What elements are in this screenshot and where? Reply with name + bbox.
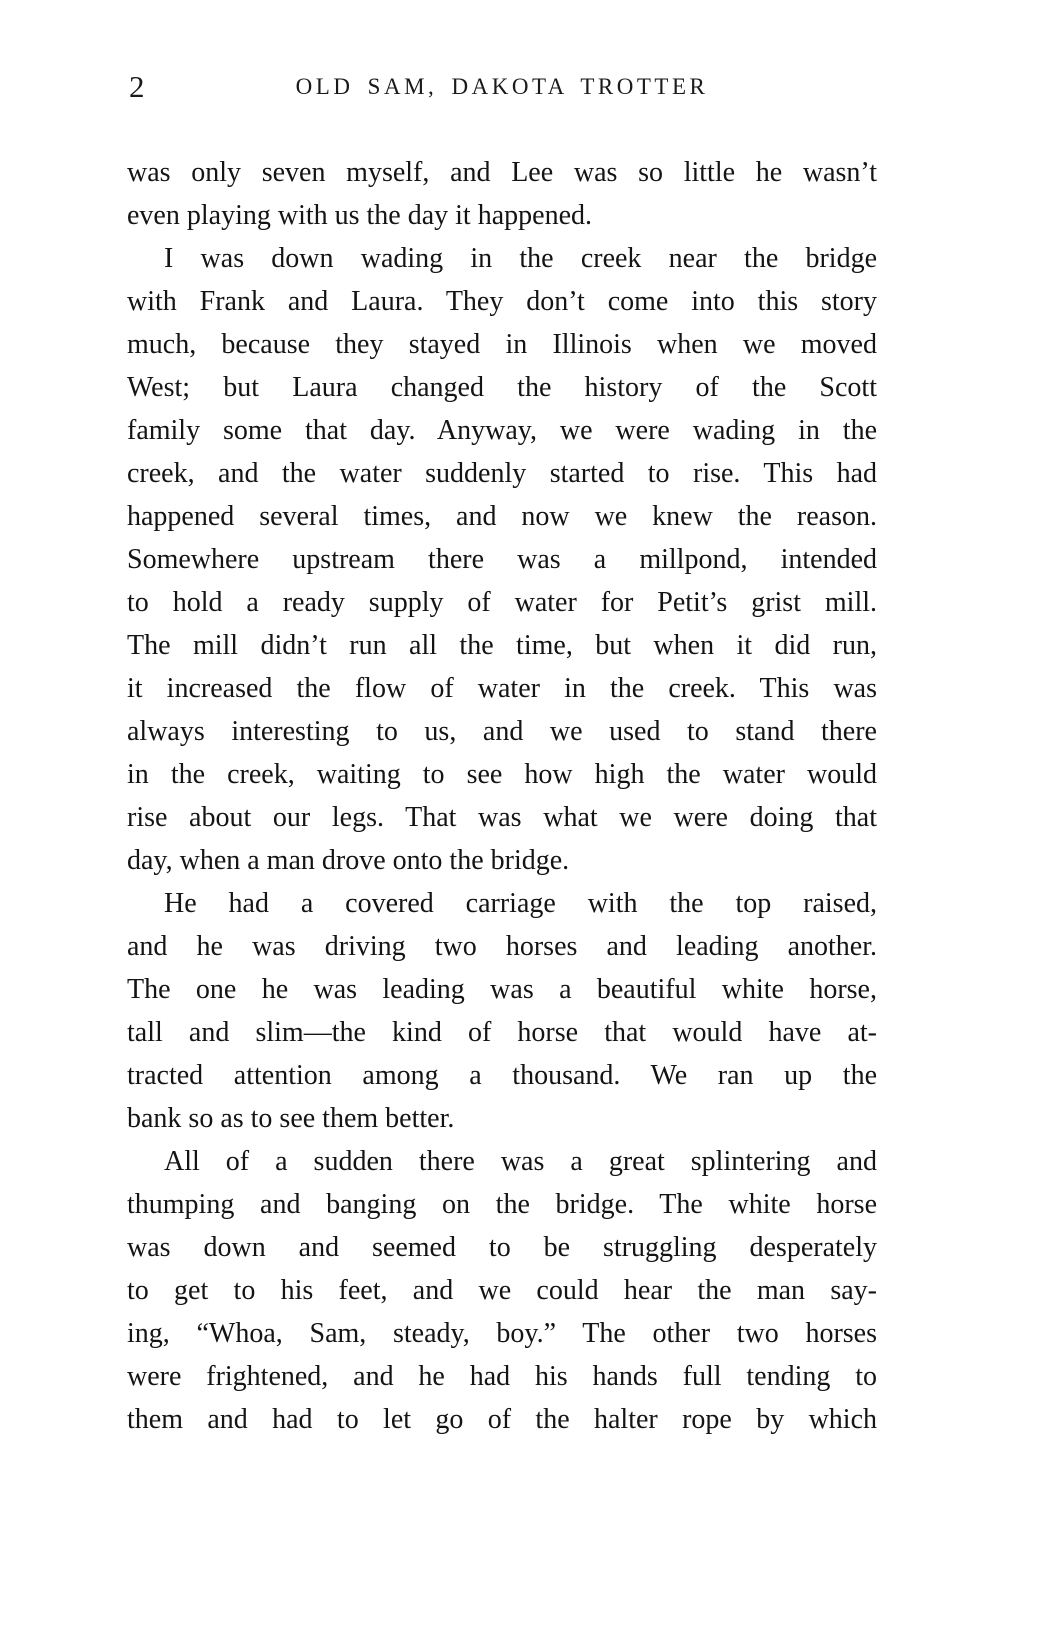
paragraph xyxy=(127,882,877,1140)
text-line: them and had to let go of the halter rope by which xyxy=(127,1404,877,1435)
text-line: to get to his feet, and we could hear the man say- xyxy=(127,1275,877,1306)
text-line: All of a sudden there was a great splintering and xyxy=(164,1146,877,1177)
text-line: was down and seemed to be struggling desperately xyxy=(127,1232,877,1263)
text-line: rise about our legs. That was what we were doing that xyxy=(127,802,877,833)
page-number: 2 xyxy=(129,69,145,104)
text-line: The one he was leading was a beautiful white horse, xyxy=(127,974,877,1005)
text-line: day, when a man drove onto the bridge. xyxy=(127,845,570,876)
text-line: I was down wading in the creek near the bridge xyxy=(164,243,877,274)
paragraph xyxy=(127,151,877,237)
text-line: and he was driving two horses and leading another. xyxy=(127,931,877,962)
text-line: was only seven myself, and Lee was so little he wasn’t xyxy=(127,157,877,188)
running-header-title: OLD SAM, DAKOTA TROTTER xyxy=(295,74,709,99)
paragraph xyxy=(127,1140,877,1441)
text-line: family some that day. Anyway, we were wading in the xyxy=(127,415,877,446)
text-line: Somewhere upstream there was a millpond, intended xyxy=(127,544,877,575)
text-line: thumping and banging on the bridge. The white horse xyxy=(127,1189,877,1220)
text-line: it increased the flow of water in the creek. This was xyxy=(127,673,877,704)
text-line: He had a covered carriage with the top raised, xyxy=(164,888,877,919)
text-line: even playing with us the day it happened. xyxy=(127,200,592,231)
text-line: always interesting to us, and we used to stand there xyxy=(127,716,877,747)
page-header xyxy=(127,68,877,106)
text-line: tall and slim—the kind of horse that would have at- xyxy=(127,1017,877,1048)
paragraph xyxy=(127,237,877,882)
text-line: happened several times, and now we knew the reason. xyxy=(127,501,877,532)
text-line: were frightened, and he had his hands full tending to xyxy=(127,1361,877,1392)
text-line: ing, “Whoa, Sam, steady, boy.” The other two horses xyxy=(127,1318,877,1349)
text-line: bank so as to see them better. xyxy=(127,1103,455,1134)
text-line: in the creek, waiting to see how high the water would xyxy=(127,759,877,790)
text-line: West; but Laura changed the history of the Scott xyxy=(127,372,877,403)
text-line: much, because they stayed in Illinois when we moved xyxy=(127,329,877,360)
text-line: tracted attention among a thousand. We ran up the xyxy=(127,1060,877,1091)
text-line: to hold a ready supply of water for Petit’s grist mill. xyxy=(127,587,877,618)
body-text xyxy=(127,151,877,1441)
text-line: The mill didn’t run all the time, but when it did run, xyxy=(127,630,877,661)
text-line: with Frank and Laura. They don’t come into this story xyxy=(127,286,877,317)
text-line: creek, and the water suddenly started to rise. This had xyxy=(127,458,877,489)
